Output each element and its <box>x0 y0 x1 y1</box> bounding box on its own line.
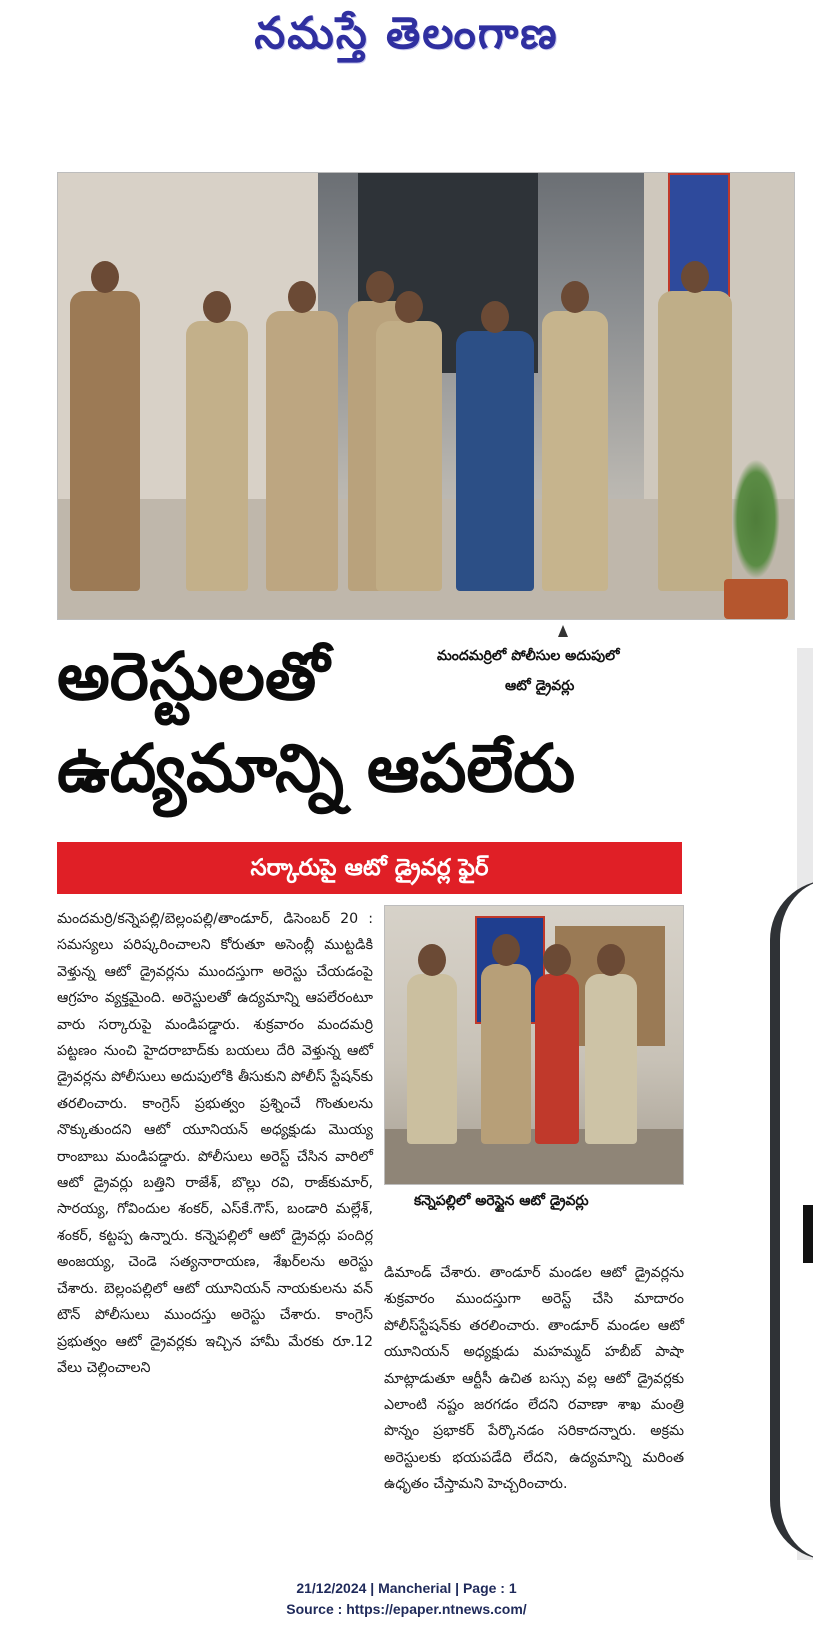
photo-person <box>456 331 534 591</box>
photo-person <box>481 964 531 1144</box>
photo-plant-pot <box>724 579 788 619</box>
article-column-1 <box>57 906 373 1381</box>
footer-edition-info: 21/12/2024 | Mancherial | Page : 1 <box>296 1580 517 1596</box>
photo-person <box>70 291 140 591</box>
headline-line2: ఉద్యమాన్ని ఆపలేరు <box>57 730 576 807</box>
article-text-col2: డిమాండ్ చేశారు. తాండూర్ మండల ఆటో డ్రైవర్లను శుక్రవారం ముందస్తుగా అరెస్ట్ చేసి మాదారం పోలీస్‌స్టేషన్‌కు తరలించారు. తాండూర్ మండల ఆటో యూనియన్ అధ్యక్షుడు మహమ్మద్ హబీబ్ పాషా మాట్లాడుతూ ఆర్టీసీ ఉచిత బస్సు వల్ల ఆటో డ్రైవర్లకు ఎలాంటి నష్టం జరగడం లేదని రవాణా శాఖ మంత్రి పొన్నం ప్రభాకర్ పేర్కొనడం సరికాదన్నారు. అక్రమ అరెస్టులకు భయపడేది లేదని, ఉద్యమాన్ని మరింత ఉధృతం చేస్తామని హెచ్చరించారు. <box>384 1265 684 1493</box>
secondary-photo-caption: కన్నెపల్లిలో అరెస్టైన ఆటో డ్రైవర్లు <box>414 1193 589 1209</box>
photo-person <box>658 291 732 591</box>
photo-person <box>585 974 637 1144</box>
photo-person <box>542 311 608 591</box>
photo-plant-leaves <box>732 459 780 579</box>
photo-person <box>376 321 442 591</box>
footer-source-link[interactable]: Source : https://epaper.ntnews.com/ <box>286 1601 527 1617</box>
photo-person <box>266 311 338 591</box>
main-photo-caption-line2: ఆటో డ్రైవర్లు <box>505 678 575 694</box>
article-column-2 <box>384 1260 684 1498</box>
photo-person <box>407 974 457 1144</box>
secondary-news-photo <box>384 905 684 1185</box>
photo-person <box>535 974 579 1144</box>
main-news-photo <box>57 172 795 620</box>
main-photo-caption-line1: మందమర్రిలో పోలీసుల అదుపులో <box>437 648 620 664</box>
article-text-col1: మందమర్రి/కన్నెపల్లి/బెల్లంపల్లి/తాండూర్, డిసెంబర్ 20 : సమస్యలు పరిష్కరించాలని కోరుతూ అసెంబ్లీ ముట్టడికి వెళ్తున్న ఆటో డ్రైవర్లను ముందస్తుగా అరెస్టు చేయడంపై ఆగ్రహం వ్యక్తమైంది. అరెస్టులతో ఉద్యమాన్ని ఆపలేరంటూ వారు సర్కారుపై మండిపడ్డారు. శుక్రవారం మందమర్రి పట్టణం నుంచి హైదరాబాద్‌కు బయలు దేరి వెళ్తున్న ఆటో డ్రైవర్లను పోలీసులు అదుపులోకి తీసుకుని పోలీస్ స్టేషన్‌కు తరలించారు. కాంగ్రెస్ ప్రభుత్వం ప్రశ్నించే గొంతులను నొక్కుతుందని ఆటో యూనియన్ అధ్యక్షుడు మొయ్య రాంబాబు మండిపడ్డారు. పోలీసులు అరెస్ట్ చేసిన వారిలో ఆటో డ్రైవర్లు బత్తిని రాజేశ్, బొల్లు రవి, రాజ్‌కుమార్, సారయ్య, గోవిందుల శంకర్, ఎస్‌కే.గౌస్, బండారి మల్లేశ్, శంకర్, కట్టప్ప ఉన్నారు. కన్నెపల్లిలో ఆటో డ్రైవర్లు పందిర్ల అంజయ్య, చెండె సత్యనారాయణ, శేఖర్‌లను అరెస్టు చేశారు. బెల్లంపల్లిలో ఆటో యూనియన్ నాయకులను వన్ టౌన్ పోలీసులు ముందస్తు అరెస్టు చేశారు. కాంగ్రెస్ ప్రభుత్వం ఆటో డ్రైవర్లకు ఇచ్చిన హామీ మేరకు రూ.12 వేలు చెల్లించాలని <box>57 911 373 1376</box>
headline-line1: అరెస్టులతో <box>57 638 330 715</box>
newspaper-masthead: నమస్తే తెలంగాణ <box>254 8 559 59</box>
subheadline-bar: సర్కారుపై ఆటో డ్రైవర్ల ఫైర్ <box>57 842 682 894</box>
caption-pointer-icon <box>558 625 568 637</box>
adjacent-page-mark <box>803 1205 813 1263</box>
photo-person <box>186 321 248 591</box>
